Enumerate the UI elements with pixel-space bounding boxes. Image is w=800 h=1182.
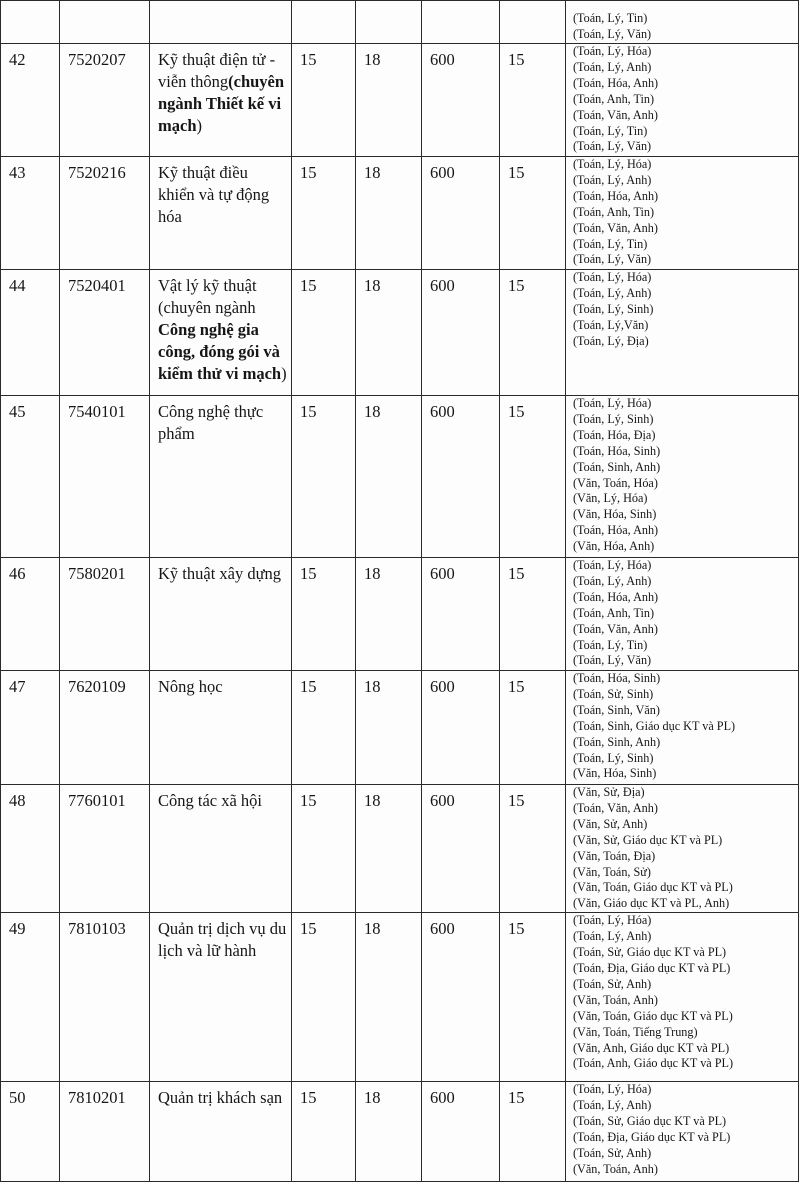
cell-value: 600 [422,157,500,270]
combination-item: (Văn, Hóa, Anh) [573,539,655,554]
combination-item: (Toán, Anh, Giáo dục KT và PL) [573,1056,734,1071]
combination-item: (Văn, Toán, Giáo dục KT và PL) [573,1008,733,1023]
cell-combinations [566,44,799,157]
combination-item: (Toán, Hóa, Địa) [573,427,656,442]
cell-stt: 45 [1,396,60,558]
cell-value: 600 [422,671,500,785]
combination-item: (Văn, Lý, Hóa) [573,491,648,506]
combination-item: (Toán, Địa, Giáo dục KT và PL) [573,1129,731,1144]
combination-item: (Toán, Lý, Văn) [573,252,652,267]
combination-item: (Toán, Lý, Anh) [573,573,652,588]
major-name-part: Quản trị dịch vụ du lịch và lữ hành [158,919,287,961]
cell-code: 7620109 [60,671,150,785]
major-name-part: (chuyên ngành Thiết kế vi mạch [158,72,285,135]
cell-value: 15 [500,913,566,1082]
combination-item: (Văn, Toán, Tiếng Trung) [573,1024,698,1039]
cell-stt: 42 [1,44,60,157]
cell-value: 15 [500,270,566,396]
cell-value: 18 [356,270,422,396]
cell-value [292,1,356,44]
combination-item: (Toán, Lý, Hóa) [573,157,652,171]
cell-value: 15 [500,671,566,785]
major-name-part: Công tác xã hội [158,791,263,810]
cell-code: 7810103 [60,913,150,1082]
major-name-part: Kỹ thuật điều khiển và tự động hóa [158,163,270,226]
combination-item: (Toán, Lý, Địa) [573,333,649,348]
major-name-part: Vật lý kỹ thuật (chuyên ngành [158,276,257,317]
combination-item: (Văn, Hóa, Sinh) [573,766,657,781]
table-row [1,270,799,396]
combination-item: (Toán, Lý, Văn) [573,139,652,154]
cell-value [422,1,500,44]
combination-item: (Toán, Lý, Hóa) [573,270,652,284]
combination-item: (Toán, Anh, Tin) [573,91,655,106]
table-row [1,396,799,558]
cell-value: 600 [422,396,500,558]
cell-name [150,785,292,913]
cell-name [150,671,292,785]
combination-item: (Toán, Hóa, Anh) [573,523,659,538]
combination-item: (Toán, Văn, Anh) [573,220,658,235]
cell-value: 600 [422,558,500,671]
combination-item: (Toán, Lý, Hóa) [573,44,652,58]
cell-combinations [566,913,799,1082]
cell-stt: 47 [1,671,60,785]
cell-stt: 48 [1,785,60,913]
combination-item: (Văn, Sử, Anh) [573,816,648,831]
table-row [1,671,799,785]
cell-value: 18 [356,1082,422,1182]
cell-combinations [566,396,799,558]
combination-item: (Toán, Sử, Sinh) [573,686,654,701]
cell-value: 15 [292,270,356,396]
cell-value: 18 [356,396,422,558]
cell-code: 7580201 [60,558,150,671]
combination-item: (Toán, Sử, Giáo dục KT và PL) [573,1114,727,1129]
combination-item: (Toán, Sinh, Giáo dục KT và PL) [573,718,736,733]
cell-value: 600 [422,785,500,913]
combination-item: (Toán, Sử, Giáo dục KT và PL) [573,945,727,960]
combination-item: (Toán, Lý, Hóa) [573,396,652,410]
combination-item: (Toán, Lý, Anh) [573,172,652,187]
major-name-part: Công nghệ thực phẩm [158,402,264,443]
combination-item: (Toán, Hóa, Anh) [573,188,659,203]
combination-item: (Toán, Văn, Anh) [573,621,658,636]
combination-item: (Văn, Sử, Giáo dục KT và PL) [573,832,723,847]
combination-item: (Toán, Lý, Hóa) [573,1082,652,1097]
combination-item: (Toán, Anh, Tin) [573,204,655,219]
combination-item: (Toán, Lý, Tin) [573,236,648,251]
cell-name [150,270,292,396]
cell-value: 18 [356,157,422,270]
combination-item: (Toán, Hóa, Sinh) [573,443,661,458]
combination-item: (Toán, Lý, Hóa) [573,913,652,928]
cell-value: 18 [356,558,422,671]
cell-combinations [566,671,799,785]
combination-item: (Văn, Toán, Anh) [573,992,658,1007]
combination-item: (Toán, Lý, Anh) [573,1098,652,1113]
combination-item: (Toán, Sử, Anh) [573,1145,652,1160]
cell-value: 15 [292,157,356,270]
major-name-part: Kỹ thuật xây dựng [158,564,282,583]
cell-value: 15 [292,558,356,671]
table-row [1,785,799,913]
cell-value: 15 [500,785,566,913]
combination-item: (Toán, Lý, Anh) [573,929,652,944]
combination-item: (Toán, Sinh, Anh) [573,734,661,749]
combination-item: (Văn, Sử, Địa) [573,785,645,799]
cell-stt: 46 [1,558,60,671]
combination-item: (Toán, Địa, Giáo dục KT và PL) [573,960,731,975]
combination-item: (Toán, Lý, Sinh) [573,411,654,426]
table-row [1,157,799,270]
table-row [1,913,799,1082]
cell-value: 15 [292,671,356,785]
cell-value: 15 [500,157,566,270]
cell-value: 15 [292,913,356,1082]
cell-value: 15 [292,44,356,157]
cell-value: 15 [500,396,566,558]
table-row [1,44,799,157]
cell-value [500,1,566,44]
cell-name [150,396,292,558]
combination-item: (Toán, Văn, Anh) [573,800,658,815]
cell-stt: 43 [1,157,60,270]
major-name-part: ) [281,364,287,383]
combination-item: (Văn, Anh, Giáo dục KT và PL) [573,1040,730,1055]
combination-item: (Toán, Sinh, Anh) [573,459,661,474]
combination-item: (Văn, Toán, Hóa) [573,475,658,490]
combination-item: (Toán, Sinh, Văn) [573,702,660,717]
cell-combinations [566,157,799,270]
combination-item: (Toán, Lý, Văn) [573,653,652,668]
cell-value: 15 [292,396,356,558]
cell-code: 7810201 [60,1082,150,1182]
cell-code: 7540101 [60,396,150,558]
cell-code: 7520207 [60,44,150,157]
cell-value: 600 [422,270,500,396]
major-name-part: Kỹ thuật điện tử - viễn thông [158,50,276,91]
cell-code: 7760101 [60,785,150,913]
combination-item: (Toán, Lý, Hóa) [573,558,652,572]
cell-combinations [566,1,799,44]
cell-combinations [566,558,799,671]
combination-item: (Toán, Lý, Anh) [573,59,652,74]
cell-code [60,1,150,44]
table-row [1,1082,799,1182]
cell-value: 600 [422,1082,500,1182]
major-name-part: Công nghệ gia công, đóng gói và kiểm thử vi mạch [158,320,282,383]
cell-value: 600 [422,44,500,157]
combination-item: (Văn, Hóa, Sinh) [573,507,657,522]
combination-item: (Toán, Lý, Sinh) [573,750,654,765]
cell-name [150,44,292,157]
cell-name [150,558,292,671]
cell-value: 15 [292,785,356,913]
cell-name [150,157,292,270]
combination-item: (Toán, Hóa, Anh) [573,589,659,604]
combination-item: (Toán, Lý, Văn) [573,27,652,42]
cell-name [150,913,292,1082]
combination-item: (Toán, Sử, Anh) [573,976,652,991]
combination-item: (Toán, Lý, Anh) [573,285,652,300]
cell-value: 18 [356,671,422,785]
combination-item: (Toán, Lý,Văn) [573,317,649,332]
cell-stt: 44 [1,270,60,396]
cell-stt: 50 [1,1082,60,1182]
cell-combinations [566,1082,799,1182]
combination-item: (Toán, Lý, Tin) [573,11,648,26]
combination-item: (Toán, Văn, Anh) [573,107,658,122]
major-name-part: ) [196,116,202,135]
combination-item: (Toán, Lý, Tin) [573,637,648,652]
cell-stt: 49 [1,913,60,1082]
major-name-part: Nông học [158,677,223,696]
table-row-partial [1,1,799,44]
cell-value: 18 [356,913,422,1082]
combination-item: (Toán, Anh, Tin) [573,605,655,620]
combination-item: (Văn, Toán, Sử) [573,864,651,879]
major-name-part: Quản trị khách sạn [158,1088,283,1108]
cell-value: 15 [292,1082,356,1182]
cell-name [150,1,292,44]
combination-item: (Văn, Toán, Anh) [573,1161,658,1176]
cell-value: 15 [500,44,566,157]
combination-item: (Văn, Toán, Địa) [573,848,656,863]
cell-name [150,1082,292,1182]
cell-code: 7520401 [60,270,150,396]
cell-combinations [566,785,799,913]
combination-item: (Văn, Toán, Giáo dục KT và PL) [573,880,733,895]
cell-code: 7520216 [60,157,150,270]
combination-item: (Toán, Hóa, Sinh) [573,671,661,685]
cell-stt [1,1,60,44]
combination-item: (Văn, Giáo dục KT và PL, Anh) [573,896,730,911]
cell-value: 15 [500,1082,566,1182]
combination-item: (Toán, Hóa, Anh) [573,75,659,90]
cell-value: 600 [422,913,500,1082]
cell-value: 18 [356,44,422,157]
cell-combinations [566,270,799,396]
table-row [1,558,799,671]
cell-value: 15 [500,558,566,671]
cell-value: 18 [356,785,422,913]
cell-value [356,1,422,44]
combination-item: (Toán, Lý, Tin) [573,123,648,138]
combination-item: (Toán, Lý, Sinh) [573,301,654,316]
